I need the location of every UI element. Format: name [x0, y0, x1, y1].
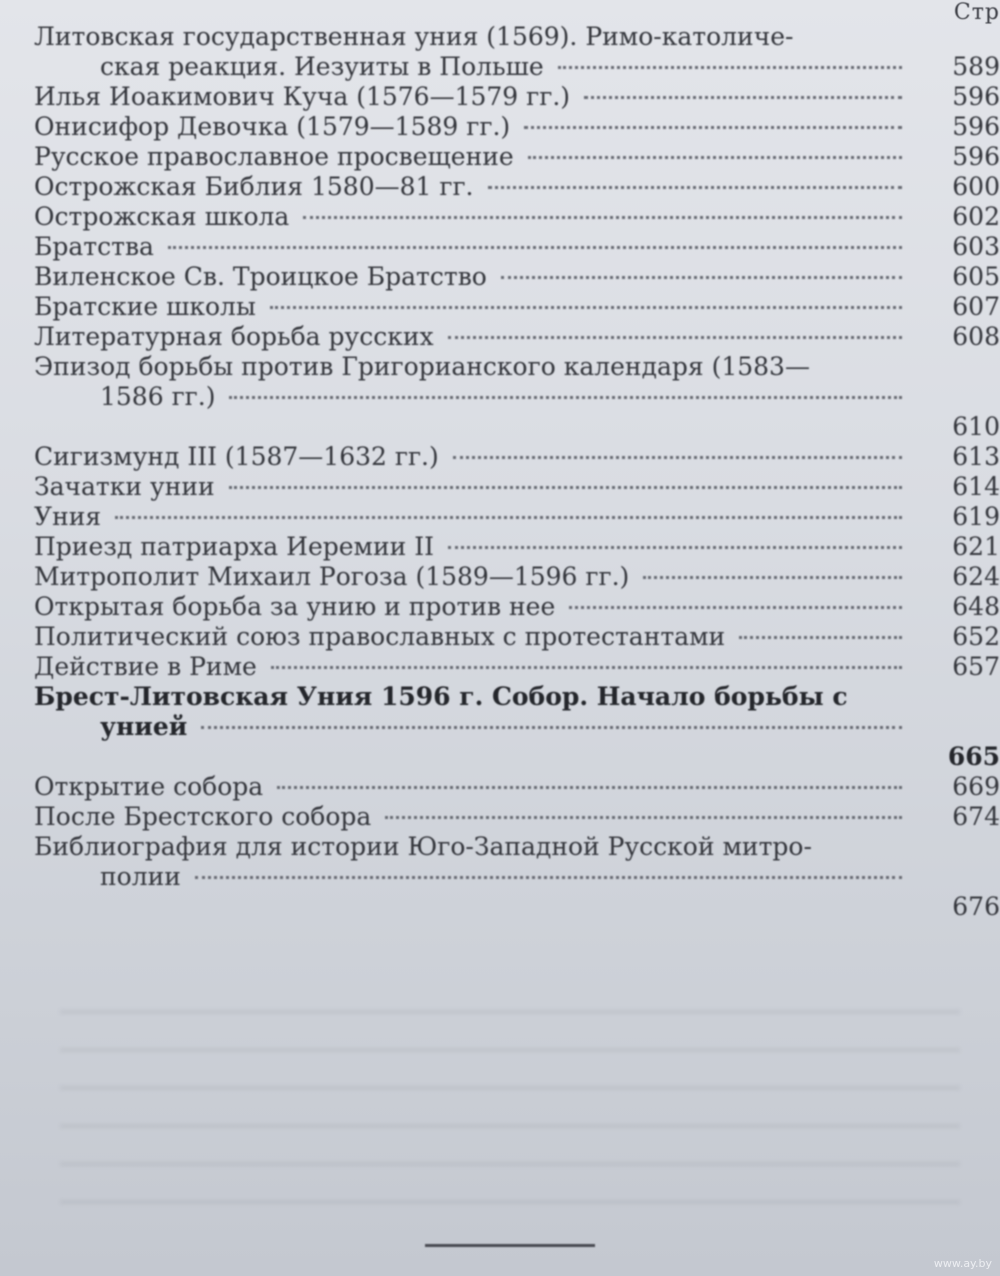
dot-leader — [528, 156, 902, 159]
toc-entry — [34, 832, 1000, 922]
toc-entry-title-line: Острожская школа — [34, 202, 290, 231]
dot-leader — [448, 546, 902, 549]
toc-entry-title-line: Литовская государственная уния (1569). Римо-католиче- — [34, 22, 794, 51]
toc-page-number: 596 — [952, 142, 1000, 171]
toc-entry — [34, 442, 1000, 472]
dot-leader — [303, 216, 902, 219]
toc-entry-title-line: Политический союз православных с протестантами — [34, 622, 726, 651]
toc-entry — [34, 142, 1000, 172]
toc-page-number: 589 — [952, 52, 1000, 81]
dot-leader — [643, 576, 902, 579]
toc-page-number: 676 — [952, 892, 1000, 921]
dot-leader — [195, 876, 902, 879]
dot-leader — [168, 246, 902, 249]
toc-page-number: 607 — [952, 292, 1000, 321]
toc-page-number: 602 — [952, 202, 1000, 231]
toc-page-number: 614 — [952, 472, 1000, 501]
toc-entry — [34, 532, 1000, 562]
toc-entry — [34, 622, 1000, 652]
toc-page-number: 619 — [952, 502, 1000, 531]
toc-page-number: 648 — [952, 592, 1000, 621]
toc-entry-title-line: Литературная борьба русских — [34, 322, 434, 351]
toc-page-number: 613 — [952, 442, 1000, 471]
toc-entry — [34, 682, 1000, 772]
toc-entry-title-line: Сигизмунд III (1587—1632 гг.) — [34, 442, 439, 471]
dot-leader — [558, 66, 902, 69]
toc-entry-title-line: Приезд патриарха Иеремии II — [34, 532, 435, 561]
toc-page-number: 674 — [952, 802, 1000, 831]
table-of-contents — [34, 22, 1000, 922]
toc-page-number: 669 — [952, 772, 1000, 801]
toc-page-number: 596 — [952, 82, 1000, 111]
watermark: www.ay.by — [933, 1257, 992, 1270]
toc-entry-title-line: Открытая борьба за унию и против нее — [34, 592, 556, 621]
toc-entry — [34, 802, 1000, 832]
dot-leader — [453, 456, 902, 459]
toc-entry-title-line: Действие в Риме — [34, 652, 257, 681]
dot-leader — [277, 786, 902, 789]
toc-entry — [34, 112, 1000, 142]
dot-leader — [501, 276, 902, 279]
dot-leader — [229, 486, 902, 489]
toc-entry-title-line: Виленское Св. Троицкое Братство — [34, 262, 487, 291]
toc-entry-title-line: полии — [100, 862, 181, 891]
toc-page-number: 605 — [952, 262, 1000, 291]
toc-entry-title-line: Русское православное просвещение — [34, 142, 514, 171]
toc-page-number: 610 — [952, 412, 1000, 441]
toc-entry — [34, 82, 1000, 112]
toc-entry — [34, 262, 1000, 292]
dot-leader — [270, 306, 902, 309]
page-column-header: Стр — [953, 0, 1000, 25]
toc-entry — [34, 202, 1000, 232]
toc-page-number: 603 — [952, 232, 1000, 261]
toc-page-number: 624 — [952, 562, 1000, 591]
toc-entry-title-line: Онисифор Девочка (1579—1589 гг.) — [34, 112, 511, 141]
dot-leader — [271, 666, 902, 669]
toc-entry-title-line: унией — [100, 712, 188, 741]
toc-entry-title-line: Уния — [34, 502, 102, 531]
toc-entry-title-line: Братства — [34, 232, 154, 261]
toc-entry — [34, 22, 1000, 82]
toc-entry — [34, 592, 1000, 622]
toc-entry-title-line: Открытие собора — [34, 772, 264, 801]
toc-entry-title-line: Острожская Библия 1580—81 гг. — [34, 172, 474, 201]
toc-page-number: 652 — [952, 622, 1000, 651]
toc-entry-title-line: 1586 гг.) — [100, 382, 216, 411]
toc-page-number: 657 — [952, 652, 1000, 681]
dot-leader — [488, 186, 902, 189]
toc-entry — [34, 472, 1000, 502]
dot-leader — [584, 96, 902, 99]
dot-leader — [385, 816, 902, 819]
toc-entry-title-line: Зачатки унии — [34, 472, 215, 501]
toc-page-number: 621 — [952, 532, 1000, 561]
toc-entry — [34, 352, 1000, 442]
toc-entry — [34, 172, 1000, 202]
toc-page-number: 665 — [947, 742, 1000, 771]
toc-entry — [34, 292, 1000, 322]
toc-entry — [34, 772, 1000, 802]
dot-leader — [201, 726, 902, 729]
toc-entry-title-line: После Брестского собора — [34, 802, 372, 831]
dot-leader — [524, 126, 902, 129]
toc-entry — [34, 652, 1000, 682]
toc-page-number: 596 — [952, 112, 1000, 141]
end-rule — [425, 1244, 595, 1247]
toc-page-number: 608 — [952, 322, 1000, 351]
toc-entry — [34, 562, 1000, 592]
toc-entry-title-line: Эпизод борьбы против Григорианского календаря (1583— — [34, 352, 810, 381]
toc-entry — [34, 502, 1000, 532]
toc-entry-title-line: ская реакция. Иезуиты в Польше — [100, 52, 544, 81]
toc-entry — [34, 322, 1000, 352]
toc-entry — [34, 232, 1000, 262]
dot-leader — [448, 336, 902, 339]
dot-leader — [569, 606, 902, 609]
toc-entry-title-line: Митрополит Михаил Рогоза (1589—1596 гг.) — [34, 562, 630, 591]
toc-entry-title-line: Брест-Литовская Уния 1596 г. Собор. Начало борьбы с — [34, 682, 848, 711]
toc-entry-title-line: Библиография для истории Юго-Западной Русской митро- — [34, 832, 812, 861]
toc-entry-title-line: Илья Иоакимович Куча (1576—1579 гг.) — [34, 82, 571, 111]
toc-page-number: 600 — [952, 172, 1000, 201]
dot-leader — [739, 636, 902, 639]
dot-leader — [229, 396, 902, 399]
show-through-text — [60, 1010, 960, 1210]
toc-entry-title-line: Братские школы — [34, 292, 256, 321]
dot-leader — [115, 516, 902, 519]
